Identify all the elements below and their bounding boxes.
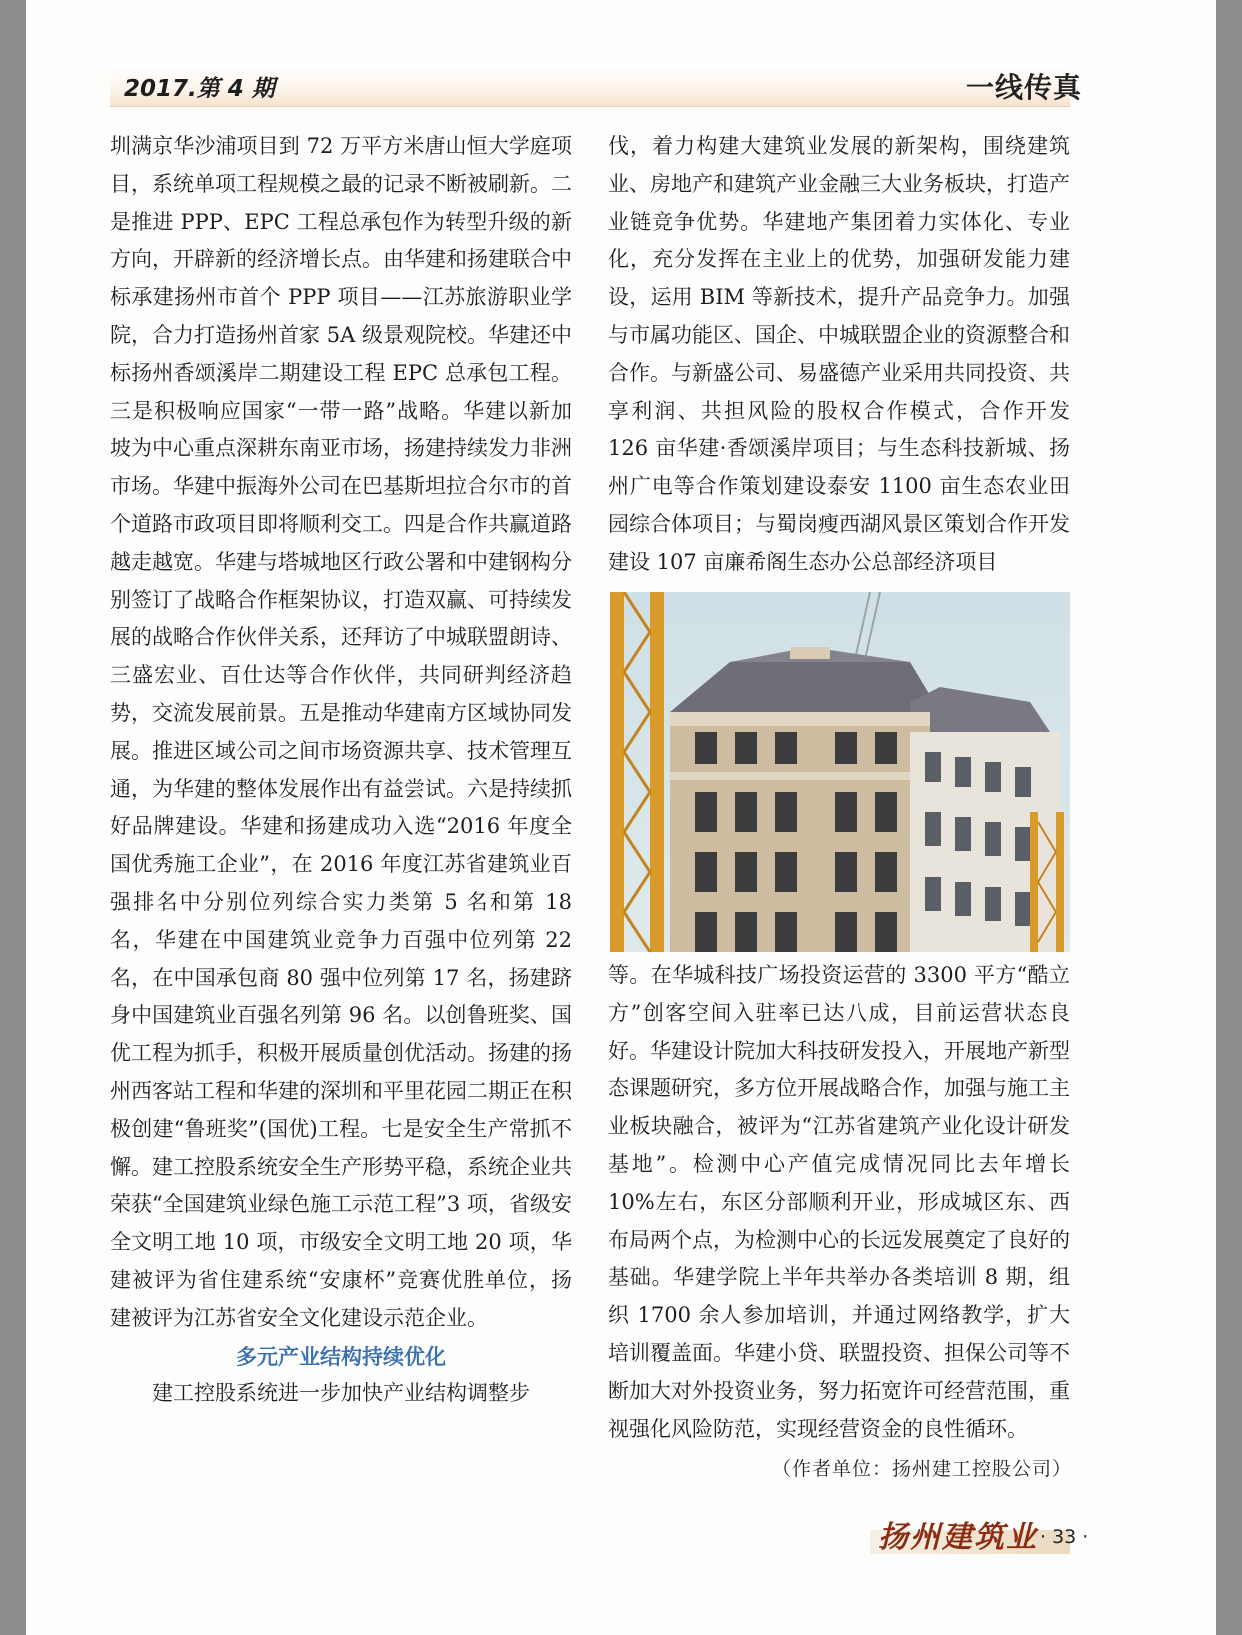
right-paragraph-2: 等。在华城科技广场投资运营的 3300 平方“酷立方”创客空间入驻率已达八成，目前运营状态良好。华建设计院加大科技研发投入，开展地产新型态课题研究，多方位开展战略合作，加强与施工主业板块融合，被评为“江苏省建筑产业化设计研发基地”。检测中心产值完成情况同比去年增长 10%左右，东区分部顺利开业，形成城区东、西布局两个点，为检测中心的长远发展奠定了良好的基础。华建学院上半年共举办各类培训 8 期，组织 1700 余人参加培训，并通过网络教学，扩大培训覆盖面。华建小贷、联盟投资、担保公司等不断加大对外投资业务，努力拓宽许可经营范围，重视强化风险防范，实现经营资金的良性循环。: [608, 963, 1070, 1441]
right-column-bottom: [608, 957, 1070, 1448]
magazine-logo: 扬州建筑业: [878, 1520, 1038, 1555]
issue-label: 2017.第 4 期: [124, 76, 275, 102]
page-number: · 33 ·: [1040, 1526, 1089, 1548]
author-note: （作者单位：扬州建工控股公司）: [771, 1458, 1072, 1480]
section-title: 一线传真: [965, 71, 1082, 104]
subheading: 多元产业结构持续优化: [236, 1343, 446, 1369]
left-paragraph-2: 建工控股系统进一步加快产业结构调整步: [152, 1381, 530, 1406]
right-paragraph-1: 伐，着力构建大建筑业发展的新架构，围绕建筑业、房地产和建筑产业金融三大业务板块，打造产业链竞争优势。华建地产集团着力实体化、专业化，充分发挥在主业上的优势，加强研发能力建设，运用 BIM 等新技术，提升产品竞争力。加强与市属功能区、国企、中城联盟企业的资源整合和合作。与新盛公司、易盛德产业采用共同投资、共享利润、共担风险的股权合作模式，合作开发 126 亩华建·香颂溪岸项目；与生态科技新城、扬州广电等合作策划建设泰安 1100 亩生态农业田园综合体项目；与蜀岗瘦西湖风景区策划合作开发建设 107 亩廉希阁生态办公总部经济项目: [608, 134, 1070, 574]
left-column: [110, 128, 572, 1413]
building-photo: [610, 592, 1070, 952]
right-column-top: [608, 128, 1070, 582]
left-paragraph-1: 圳满京华沙浦项目到 72 万平方米唐山恒大学庭项目，系统单项工程规模之最的记录不断被刷新。二是推进 PPP、EPC 工程总承包作为转型升级的新方向，开辟新的经济增长点。由华建和扬建联合中标承建扬州市首个 PPP 项目——江苏旅游职业学院，合力打造扬州首家 5A 级景观院校。华建还中标扬州香颂溪岸二期建设工程 EPC 总承包工程。三是积极响应国家“一带一路”战略。华建以新加坡为中心重点深耕东南亚市场，扬建持续发力非洲市场。华建中振海外公司在巴基斯坦拉合尔市的首个道路市政项目即将顺利交工。四是合作共赢道路越走越宽。华建与塔城地区行政公署和中建钢构分别签订了战略合作框架协议，打造双赢、可持续发展的战略合作伙伴关系，还拜访了中城联盟朗诗、三盛宏业、百仕达等合作伙伴，共同研判经济趋势，交流发展前景。五是推动华建南方区域协同发展。推进区域公司之间市场资源共享、技术管理互通，为华建的整体发展作出有益尝试。六是持续抓好品牌建设。华建和扬建成功入选“2016 年度全国优秀施工企业”，在 2016 年度江苏省建筑业百强排名中分别位列综合实力类第 5 名和第 18 名，华建在中国建筑业竞争力百强中位列第 22 名，在中国承包商 80 强中位列第 17 名，扬建跻身中国建筑业百强名列第 96 名。以创鲁班奖、国优工程为抓手，积极开展质量创优活动。扬建的扬州西客站工程和华建的深圳和平里花园二期正在积极创建“鲁班奖”(国优)工程。七是安全生产常抓不懈。建工控股系统安全生产形势平稳，系统企业共荣获“全国建筑业绿色施工示范工程”3 项，省级安全文明工地 10 项，市级安全文明工地 20 项，华建被评为省住建系统“安康杯”竞赛优胜单位，扬建被评为江苏省安全文化建设示范企业。: [110, 134, 572, 1330]
